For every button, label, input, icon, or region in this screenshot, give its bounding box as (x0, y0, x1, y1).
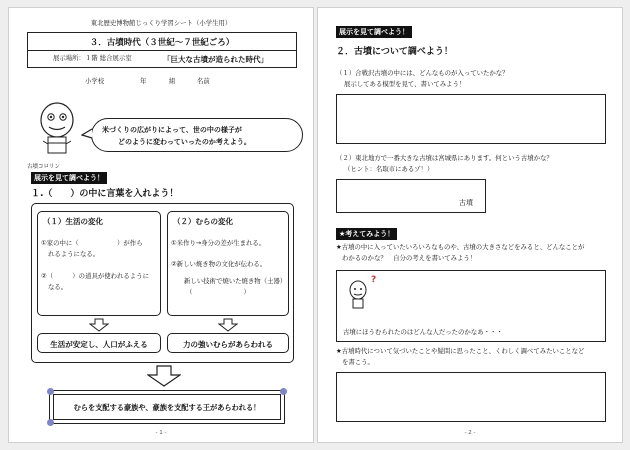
down-arrow-icon (218, 318, 238, 332)
exhibit-label: 展示場所：１階 総合展示室 (53, 54, 132, 62)
free-line-1: ★古墳時代について気づいたことや疑問に思ったこと、くわしく調べてみたいことなど (336, 347, 585, 355)
mascot-name: 古墳コロリン (27, 164, 61, 170)
question-2-1-line-1: （１）合戦沢古墳の中には、どんなものが入っていたかな？ (336, 69, 509, 77)
exhibit-theme: 「巨大な古墳が造られた時代」 (163, 55, 268, 64)
worksheet-page-1 (8, 7, 314, 443)
field-name: 名前 (197, 77, 210, 85)
result-box-2 (167, 333, 289, 353)
village-change-box (167, 211, 289, 316)
question-1: １.（ ）の中に言葉を入れよう！ (31, 189, 179, 199)
result-text-1: 生活が安定し、人口がふえる (50, 340, 148, 349)
life-item-2b: なる。 (48, 283, 68, 291)
speech-line-2: どのように変わっていったのか考えよう。 (118, 138, 251, 146)
answer-box-think[interactable] (336, 270, 606, 342)
village-item-1: ①米作り→身分の差が生まれる。 (171, 239, 266, 247)
page-number: - 2 - (464, 430, 476, 436)
page-number: - 1 - (155, 430, 167, 436)
think-line-1: ★古墳の中に入っていたいろいろなものや、古墳の大きさなどをみると、どんなことが (336, 243, 585, 251)
speech-tail-icon (81, 128, 93, 140)
field-class: 組 (169, 77, 176, 85)
field-grade: 年 (140, 77, 147, 85)
down-arrow-icon (89, 318, 109, 332)
conclusion-text: むらを支配する豪族や、豪族を支配する王があらわれる！ (73, 403, 261, 412)
result-box-1 (37, 333, 161, 353)
speech-bubble (91, 118, 303, 152)
question-2-2-line-2: （ヒント：名取市にあるゾ！） (344, 165, 434, 173)
question-2-1-line-2: 展示してある模型を見て、書いてみよう！ (344, 80, 466, 88)
question-2: ２．古墳について調べよう！ (336, 47, 453, 57)
section-tag: 展示を見て調べよう！ (336, 26, 412, 38)
title-box (27, 32, 297, 68)
village-item-2: ②新しい焼き物の文化が伝わる。 (171, 260, 267, 268)
life-change-title: （１）生活の変化 (43, 217, 103, 226)
answer-box-free[interactable] (336, 372, 606, 422)
question-mark-icon: ? (371, 275, 377, 285)
worksheet-page-2 (317, 7, 623, 443)
corner-dot (47, 419, 54, 426)
mascot-icon (33, 100, 81, 162)
sheet-header: 東北歴史博物館じっくり学習シート（小学生用） (90, 19, 232, 27)
page-title: ３．古墳時代（３世紀～７世紀ごろ） (89, 38, 235, 48)
field-school: 小学校 (85, 77, 105, 85)
speech-line-1: 米づくりの広がりによって、世の中の様子が (102, 126, 242, 134)
free-line-2: を書こう。 (342, 358, 374, 366)
question-2-2-line-1: （２）東北地方で一番大きな古墳は宮城県にあります。何という古墳かな？ (336, 154, 553, 162)
corner-dot (280, 388, 287, 395)
answer-suffix: 古墳 (459, 199, 473, 207)
village-item-4: （ ） (186, 288, 250, 296)
conclusion-scroll (49, 390, 285, 424)
mascot-thinking-icon (347, 279, 369, 311)
result-text-2: 力の強いむらがあらわれる (183, 340, 273, 349)
section-tag: 展示を見て調べよう！ (31, 172, 107, 184)
think-hint: 古墳にほうむられたのはどんな人だったのかなあ・・・ (343, 328, 503, 336)
corner-dot (47, 388, 54, 395)
life-item-1a: ①家の中に（ ）が作ら (41, 239, 143, 247)
life-item-2a: ②（ ）の道具が使われるように (41, 272, 149, 280)
village-item-3: 新しい技術で焼いた焼き物（土器） (184, 277, 287, 285)
title-divider (28, 50, 296, 51)
answer-box-kofun-name[interactable] (336, 179, 486, 213)
answer-box-contents[interactable] (336, 94, 606, 144)
think-tag: ★考えてみよう！ (336, 228, 397, 240)
life-change-box (37, 211, 161, 316)
village-change-title: （２）むらの変化 (173, 217, 233, 226)
think-line-2: わかるのかな？ 自分の考えを書いてみよう！ (342, 254, 477, 262)
big-down-arrow-icon (147, 365, 181, 387)
life-item-1b: れるようになる。 (48, 250, 100, 258)
